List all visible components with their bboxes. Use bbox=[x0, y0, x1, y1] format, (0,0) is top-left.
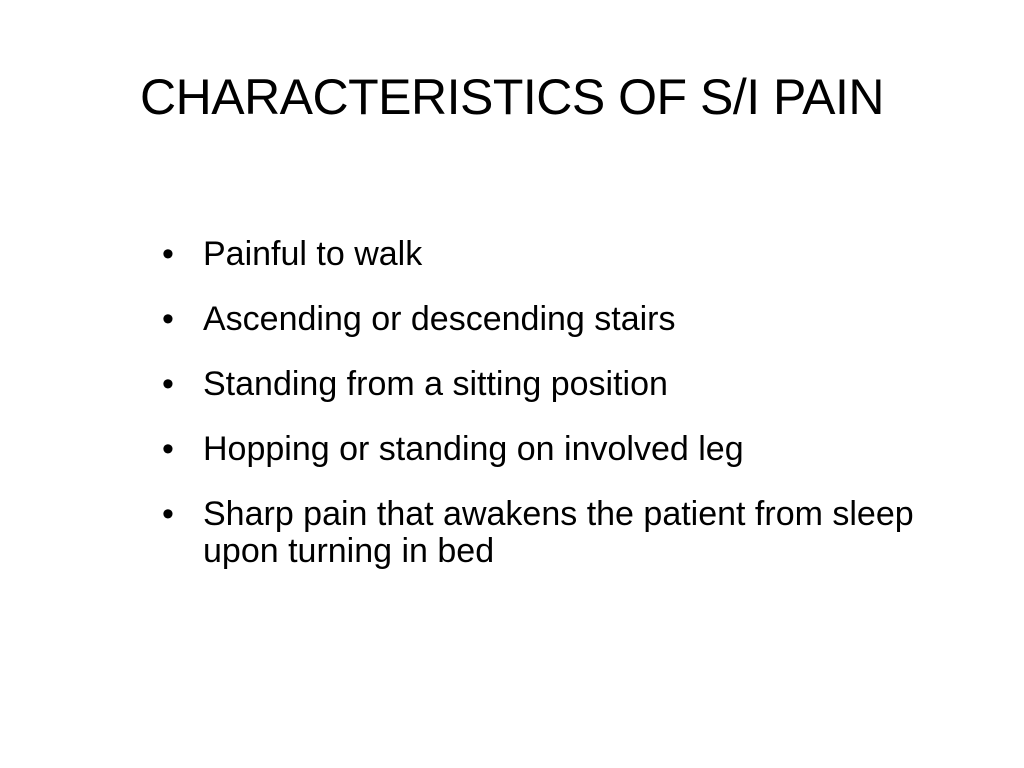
bullet-text: Sharp pain that awakens the patient from sleep upon turning in bed bbox=[203, 495, 914, 570]
list-item bbox=[162, 236, 922, 273]
bullet-icon: • bbox=[162, 430, 174, 468]
bullet-icon: • bbox=[162, 495, 174, 533]
list-item bbox=[162, 431, 922, 468]
slide-title: CHARACTERISTICS OF S/I PAIN bbox=[140, 69, 884, 125]
bullet-icon: • bbox=[162, 300, 174, 338]
bullet-list bbox=[162, 236, 922, 598]
bullet-text: Painful to walk bbox=[203, 235, 423, 273]
bullet-icon: • bbox=[162, 235, 174, 273]
list-item bbox=[162, 301, 922, 338]
bullet-text: Hopping or standing on involved leg bbox=[203, 430, 744, 468]
bullet-text: Standing from a sitting position bbox=[203, 365, 668, 403]
list-item bbox=[162, 496, 922, 570]
bullet-icon: • bbox=[162, 365, 174, 403]
bullet-text: Ascending or descending stairs bbox=[203, 300, 676, 338]
list-item bbox=[162, 366, 922, 403]
